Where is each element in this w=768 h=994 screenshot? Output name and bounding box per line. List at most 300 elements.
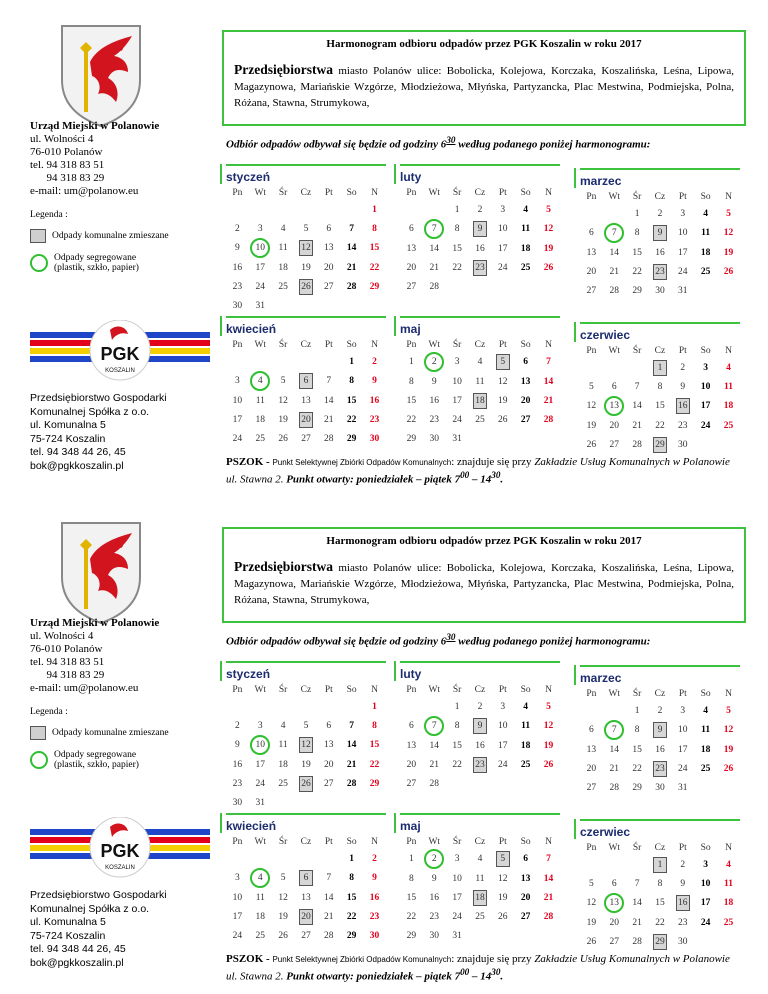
weekday-header: N	[545, 837, 552, 847]
day-cell: 15	[406, 395, 417, 406]
day-cell	[295, 774, 318, 793]
day-cell: 16	[429, 395, 440, 406]
empty-cell	[469, 277, 492, 296]
day-cell	[649, 435, 672, 454]
weekday-header: So	[520, 188, 531, 198]
day-cell: 8	[372, 720, 377, 731]
weekday-header: Wt	[254, 837, 267, 847]
day-cell: 17	[255, 262, 266, 273]
day-cell: 13	[301, 892, 311, 903]
weekday-header: Pt	[324, 188, 333, 198]
weekday-header: Pn	[406, 685, 417, 695]
empty-cell	[295, 200, 318, 219]
day-cell: 11	[255, 395, 265, 406]
day-cell: 2	[235, 720, 240, 731]
pszok-end: .	[500, 970, 504, 983]
day-cell: 15	[346, 892, 357, 903]
empty-cell	[469, 429, 492, 448]
schedule-title: Harmonogram odbioru odpadów przez PGK Koszalin w roku 2017	[326, 535, 642, 547]
weekday-header: So	[520, 837, 531, 847]
calendar-month	[400, 667, 560, 793]
day-cell: 27	[324, 778, 334, 789]
day-cell: 19	[498, 892, 508, 903]
weekday-header: Pn	[232, 685, 243, 695]
week-row	[580, 874, 740, 893]
day-cell: 25	[520, 759, 531, 770]
mixed-waste-day: 23	[473, 757, 487, 773]
mixed-waste-day: 9	[473, 718, 487, 734]
day-cell: 22	[655, 420, 665, 431]
week-row	[400, 907, 560, 926]
day-cell	[469, 888, 492, 907]
day-cell	[295, 238, 318, 258]
day-cell: 9	[372, 376, 377, 386]
day-cell: 6	[589, 725, 594, 735]
pszok-location: Zakładzie Usług Komunalnych w Polanowie ul. Stawna 2.	[226, 953, 730, 983]
day-cell: 7	[546, 357, 551, 367]
day-cell: 5	[589, 878, 594, 889]
day-cell: 8	[409, 376, 414, 387]
day-cell: 6	[589, 228, 594, 238]
pickup-note	[226, 632, 650, 648]
week-row	[400, 391, 560, 410]
weekday-header: Cz	[654, 192, 666, 202]
empty-cell	[272, 352, 295, 371]
week-row	[580, 855, 740, 874]
day-cell: 7	[634, 381, 640, 392]
day-cell: 20	[324, 262, 334, 273]
weekday-header: Śr	[452, 685, 462, 695]
day-cell: 8	[349, 376, 355, 386]
week-row	[580, 262, 740, 281]
mixed-waste-day: 20	[299, 909, 313, 925]
legend	[30, 707, 220, 780]
day-cell: 21	[632, 420, 642, 431]
weekday-header: N	[371, 188, 378, 198]
week-row	[400, 849, 560, 869]
empty-cell	[514, 429, 537, 448]
day-cell	[649, 262, 672, 281]
mixed-waste-day: 9	[653, 225, 667, 241]
month-name: maj	[400, 819, 421, 833]
weekday-header: Cz	[300, 837, 312, 847]
grey-square-icon	[30, 229, 46, 243]
day-cell	[295, 277, 318, 296]
week-row	[400, 277, 560, 296]
empty-cell	[580, 358, 603, 377]
mixed-waste-day: 23	[653, 264, 667, 280]
day-cell	[649, 358, 672, 377]
empty-cell	[717, 932, 740, 951]
month-name: czerwiec	[580, 825, 631, 839]
grey-square-icon	[30, 726, 46, 740]
day-cell: 28	[346, 281, 357, 292]
weekday-header: Cz	[300, 340, 312, 350]
day-cell: 21	[543, 892, 554, 903]
mixed-waste-day: 20	[299, 412, 313, 428]
day-cell: 20	[586, 266, 597, 277]
day-cell: 17	[255, 759, 266, 770]
week-row	[400, 888, 560, 907]
empty-cell	[272, 697, 295, 716]
day-cell: 25	[723, 420, 734, 431]
weekday-header: Pt	[498, 837, 507, 847]
day-cell: 12	[278, 395, 288, 406]
day-cell	[469, 258, 492, 277]
day-cell: 5	[546, 701, 551, 712]
legend-grey-row	[30, 229, 220, 243]
empty-cell	[603, 204, 626, 223]
calendar-month	[226, 322, 386, 448]
week-row	[226, 716, 386, 735]
day-cell: 22	[632, 763, 642, 774]
day-cell: 1	[372, 204, 377, 215]
day-cell: 15	[632, 247, 642, 258]
weekday-header: Cz	[474, 685, 486, 695]
day-cell: 22	[406, 414, 417, 425]
recyclables-day: 7	[604, 720, 624, 740]
weekday-header: Cz	[654, 346, 666, 356]
day-cell: 9	[235, 740, 240, 750]
day-cell: 11	[701, 228, 711, 238]
week-row	[226, 907, 386, 926]
empty-cell	[423, 697, 446, 716]
day-cell: 25	[520, 262, 531, 273]
day-cell: 27	[406, 281, 417, 292]
week-row	[580, 740, 740, 759]
day-cell: 5	[303, 720, 309, 731]
pickup-before: Odbiór odpadów odbywał się będzie od godziny 6	[226, 138, 447, 151]
day-cell: 8	[657, 878, 663, 889]
week-row	[226, 926, 386, 945]
day-cell: 11	[521, 224, 531, 234]
empty-cell	[317, 296, 340, 315]
day-cell: 12	[723, 725, 734, 735]
calendar-month	[580, 825, 740, 951]
week-row	[580, 223, 740, 243]
day-cell: 24	[700, 420, 711, 431]
city-line: 94 318 83 29	[30, 172, 105, 184]
week-row	[226, 352, 386, 371]
day-cell: 15	[632, 744, 642, 755]
day-cell: 17	[700, 401, 711, 411]
pickup-after: według podanego poniżej harmonogramu:	[455, 635, 651, 648]
day-cell: 19	[498, 395, 508, 406]
day-cell: 16	[475, 243, 485, 254]
day-cell: 18	[520, 243, 531, 254]
day-cell: 15	[655, 898, 665, 908]
empty-cell	[491, 277, 514, 296]
day-cell	[423, 219, 446, 239]
day-cell: 17	[678, 247, 688, 258]
mixed-waste-day: 5	[496, 354, 510, 370]
weekday-header: Pn	[406, 188, 417, 198]
day-cell: 6	[523, 357, 529, 367]
pgk-logo	[30, 320, 210, 382]
weekday-header: Cz	[474, 340, 486, 350]
streets-list: miasto Polanów ulice: Bobolicka, Kolejowa, Korczaka, Koszalińska, Leśna, Lipowa, Magazynowa, Mariańskie Wzgórze, Młodzieżowa, Młyńska, Partyzancka, Plac Mestwina, Podmiejska, Polna, Różana, Stawna, Strumykowa,	[234, 562, 734, 606]
day-cell	[249, 735, 272, 755]
day-cell: 11	[278, 740, 288, 750]
week-row	[400, 716, 560, 736]
day-cell: 14	[543, 376, 554, 387]
day-cell: 24	[255, 778, 266, 789]
day-cell: 7	[349, 720, 355, 731]
city-email: e-mail: um@polanow.eu	[30, 185, 139, 197]
week-row	[400, 372, 560, 391]
day-cell: 20	[520, 892, 531, 903]
day-cell: 24	[232, 930, 243, 941]
day-cell: 19	[586, 420, 597, 431]
day-cell: 27	[520, 911, 531, 922]
day-cell: 28	[429, 778, 440, 789]
legend-green-row	[30, 253, 220, 273]
recyclables-day: 2	[424, 352, 444, 372]
week-row	[226, 868, 386, 888]
week-row	[226, 391, 386, 410]
empty-cell	[514, 926, 537, 945]
lead-word: Przedsiębiorstwa	[234, 559, 333, 574]
day-cell: 29	[632, 285, 642, 296]
empty-cell	[400, 697, 423, 716]
day-cell: 27	[301, 930, 311, 941]
recyclables-day: 4	[250, 868, 270, 888]
empty-cell	[295, 697, 318, 716]
day-cell: 2	[657, 208, 663, 219]
day-cell: 25	[255, 930, 266, 941]
day-cell: 16	[232, 262, 243, 273]
day-cell: 6	[523, 854, 529, 864]
day-cell: 14	[632, 898, 642, 908]
day-cell: 27	[324, 281, 334, 292]
day-cell: 27	[586, 782, 597, 793]
week-row	[226, 277, 386, 296]
day-cell: 21	[429, 262, 440, 273]
day-cell: 14	[324, 395, 334, 406]
day-cell: 4	[477, 357, 483, 367]
day-cell: 9	[431, 376, 437, 387]
day-cell: 5	[726, 208, 731, 219]
weekday-header: Wt	[428, 188, 441, 198]
day-cell: 21	[632, 917, 642, 928]
day-cell: 23	[678, 917, 688, 928]
calendar-month	[580, 174, 740, 300]
week-row	[226, 258, 386, 277]
day-cell: 17	[232, 911, 243, 922]
day-cell	[295, 735, 318, 755]
day-cell: 3	[680, 208, 686, 219]
day-cell: 16	[232, 759, 243, 770]
pgk-line: tel. 94 348 44 26, 45	[30, 943, 126, 955]
empty-cell	[340, 200, 363, 219]
day-cell: 15	[369, 243, 380, 253]
empty-cell	[580, 855, 603, 874]
day-cell: 3	[257, 720, 263, 731]
weekday-header: N	[371, 340, 378, 350]
day-cell: 16	[429, 892, 440, 903]
day-cell	[249, 238, 272, 258]
empty-cell	[580, 204, 603, 223]
day-cell: 4	[703, 208, 709, 219]
green-circle-icon	[30, 254, 48, 272]
day-cell: 30	[429, 433, 440, 444]
city-line: ul. Wolności 4	[30, 630, 94, 642]
day-cell: 4	[726, 859, 731, 870]
day-cell: 23	[429, 911, 440, 922]
day-cell: 22	[452, 262, 462, 273]
pgk-line: Przedsiębiorstwo Gospodarki	[30, 392, 167, 404]
day-cell: 5	[280, 376, 286, 386]
day-cell: 14	[632, 401, 642, 411]
day-cell: 16	[475, 740, 485, 751]
day-cell: 21	[346, 759, 357, 770]
day-cell: 17	[452, 395, 462, 406]
day-cell: 2	[372, 356, 377, 367]
day-cell: 6	[326, 223, 332, 234]
day-cell: 3	[500, 204, 506, 215]
day-cell: 23	[232, 281, 243, 292]
day-cell: 26	[586, 439, 597, 450]
day-cell: 19	[543, 740, 554, 751]
day-cell: 4	[523, 701, 529, 712]
day-cell: 19	[301, 759, 311, 770]
day-cell: 7	[326, 376, 332, 386]
day-cell: 25	[700, 763, 711, 774]
day-cell: 20	[406, 759, 417, 770]
empty-cell	[491, 926, 514, 945]
week-row	[400, 697, 560, 716]
day-cell: 26	[498, 911, 508, 922]
weekday-header: Wt	[254, 340, 267, 350]
day-cell: 18	[700, 744, 711, 755]
weekday-header: So	[700, 346, 711, 356]
weekday-header: Pn	[232, 188, 243, 198]
week-row	[226, 296, 386, 315]
mixed-waste-day: 26	[299, 776, 313, 792]
recyclables-day: 7	[424, 219, 444, 239]
day-cell: 21	[543, 395, 554, 406]
city-hall-name: Urząd Miejski w Polanowie	[30, 617, 160, 629]
empty-cell	[340, 296, 363, 315]
empty-cell	[249, 352, 272, 371]
weekday-header: Pn	[586, 192, 597, 202]
day-cell: 16	[655, 247, 665, 258]
month-name: luty	[400, 667, 422, 681]
day-cell: 11	[475, 873, 485, 884]
mixed-waste-day: 1	[653, 360, 667, 376]
schedule-copy-bottom	[0, 497, 768, 994]
day-cell: 10	[452, 873, 462, 884]
weekday-header: N	[371, 837, 378, 847]
day-cell: 10	[498, 224, 508, 234]
day-cell: 28	[543, 911, 554, 922]
day-cell: 29	[632, 782, 642, 793]
pgk-address	[30, 392, 210, 473]
day-cell: 19	[278, 414, 288, 425]
pgk-line: Komunalnej Spółka z o.o.	[30, 902, 150, 915]
mixed-waste-day: 9	[653, 722, 667, 738]
schedule-title: Harmonogram odbioru odpadów przez PGK Koszalin w roku 2017	[326, 38, 642, 50]
day-cell: 5	[280, 873, 286, 883]
weekday-header: Pn	[586, 843, 597, 853]
day-cell: 30	[655, 285, 665, 296]
day-cell: 21	[324, 911, 334, 922]
mixed-waste-day: 29	[653, 437, 667, 453]
day-cell: 27	[301, 433, 311, 444]
day-cell: 14	[429, 243, 440, 254]
day-cell: 24	[700, 917, 711, 928]
city-hall-address	[30, 120, 210, 198]
week-row	[580, 435, 740, 454]
day-cell	[649, 932, 672, 951]
legend-green-label	[54, 750, 139, 770]
weekday-header: Pn	[586, 346, 597, 356]
pgk-line: ul. Komunalna 5	[30, 916, 106, 928]
day-cell: 26	[723, 266, 734, 277]
day-cell: 17	[498, 243, 508, 254]
day-cell: 20	[609, 420, 620, 431]
city-email: e-mail: um@polanow.eu	[30, 682, 139, 694]
day-cell: 24	[452, 414, 462, 425]
day-cell: 8	[454, 224, 460, 234]
pszok-mid: : znajduje się przy	[451, 953, 535, 965]
recyclables-day: 4	[250, 371, 270, 391]
header-box	[222, 527, 746, 623]
day-cell: 25	[255, 433, 266, 444]
day-cell	[603, 720, 626, 740]
empty-cell	[717, 435, 740, 454]
mixed-waste-day: 16	[676, 895, 690, 911]
day-cell: 30	[369, 433, 380, 444]
day-cell: 18	[700, 247, 711, 258]
day-cell: 8	[634, 725, 640, 735]
day-cell: 3	[235, 376, 240, 386]
day-cell: 9	[680, 381, 686, 392]
day-cell: 3	[235, 873, 240, 883]
day-cell: 11	[278, 243, 288, 253]
day-cell: 21	[324, 414, 334, 425]
pszok-sup-open: 00	[460, 470, 470, 480]
day-cell: 1	[372, 701, 377, 712]
empty-cell	[295, 352, 318, 371]
weekday-header: Pt	[498, 188, 507, 198]
weekday-header: N	[545, 685, 552, 695]
mixed-waste-day: 18	[473, 890, 487, 906]
day-cell: 24	[232, 433, 243, 444]
week-row	[400, 774, 560, 793]
week-row	[226, 755, 386, 774]
pickup-time-sup: 30	[446, 632, 456, 642]
day-cell: 2	[477, 204, 483, 215]
day-cell: 28	[609, 285, 620, 296]
day-cell: 1	[409, 854, 414, 864]
weekday-header: Wt	[608, 843, 621, 853]
day-cell: 1	[454, 701, 460, 712]
empty-cell	[694, 281, 717, 300]
day-cell: 18	[255, 911, 266, 922]
empty-cell	[537, 926, 560, 945]
empty-cell	[717, 281, 740, 300]
pszok-lead: PSZOK -	[226, 953, 273, 965]
day-cell: 3	[680, 705, 686, 716]
legend-green-label	[54, 253, 139, 273]
day-cell: 29	[346, 930, 357, 941]
pszok-mid: : znajduje się przy	[451, 456, 535, 468]
day-cell: 8	[349, 873, 355, 883]
day-cell: 11	[701, 725, 711, 735]
empty-cell	[272, 200, 295, 219]
day-cell: 29	[369, 778, 380, 789]
